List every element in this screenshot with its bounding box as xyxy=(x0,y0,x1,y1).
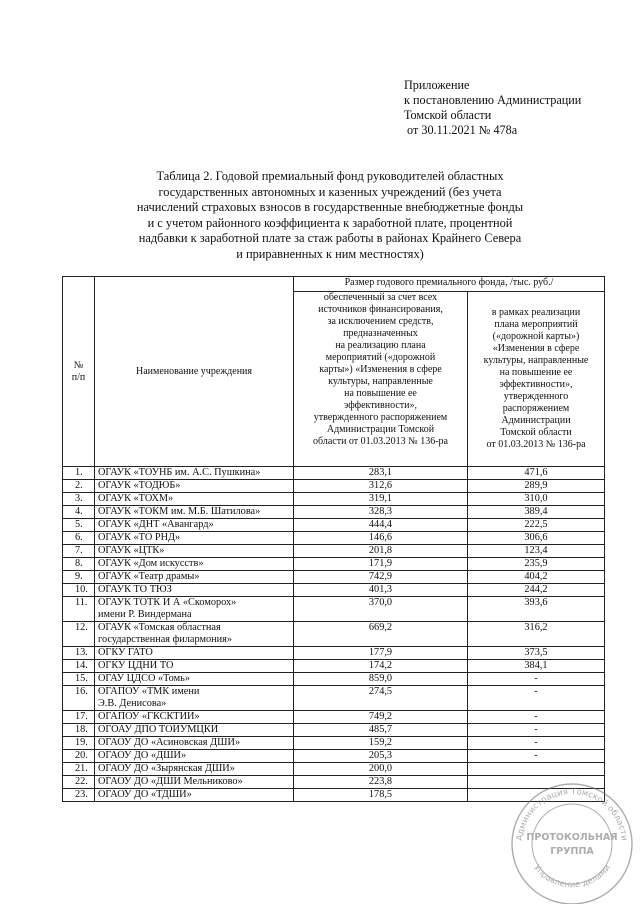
title-line: и приравненных к ним местностях) xyxy=(236,246,424,261)
value-all-sources: 178,5 xyxy=(294,789,468,802)
institution-name: ОГАУК «ТОДЮБ» xyxy=(95,480,294,493)
institution-name: ОГАУК «ТОКМ им. М.Б. Шатилова» xyxy=(95,506,294,519)
value-roadmap: 235,9 xyxy=(468,558,605,571)
table-row xyxy=(63,467,605,480)
row-number: 11. xyxy=(63,597,95,622)
institution-name: ОГАУК «ТО РНД» xyxy=(95,532,294,545)
value-all-sources: 146,6 xyxy=(294,532,468,545)
value-roadmap: 373,5 xyxy=(468,647,605,660)
table-row xyxy=(63,519,605,532)
table-row xyxy=(63,545,605,558)
table-row xyxy=(63,750,605,763)
row-number: 18. xyxy=(63,724,95,737)
stamp-ring-bottom-text: Управление делами xyxy=(531,863,613,891)
value-all-sources: 485,7 xyxy=(294,724,468,737)
value-roadmap: - xyxy=(468,724,605,737)
row-number: 22. xyxy=(63,776,95,789)
institution-name: ОГОАУ ДПО ТОИУМЦКИ xyxy=(95,724,294,737)
row-number: 2. xyxy=(63,480,95,493)
stamp-center-line2: ГРУППА xyxy=(550,846,594,857)
institution-name: ОГКУ ЦДНИ ТО xyxy=(95,660,294,673)
value-roadmap: 384,1 xyxy=(468,660,605,673)
stamp-ring-top-text: Администрация Томской области xyxy=(515,786,629,842)
table-row xyxy=(63,660,605,673)
appendix-line: к постановлению Администрации xyxy=(404,93,582,107)
institution-name: ОГАПОУ «ГКСКТИИ» xyxy=(95,711,294,724)
value-roadmap: 310,0 xyxy=(468,493,605,506)
appendix-block xyxy=(404,78,581,138)
institution-name: ОГАУК ТОТК И А «Скоморох» имени Р. Виндермана xyxy=(95,597,294,622)
value-roadmap xyxy=(468,763,605,776)
value-roadmap: - xyxy=(468,673,605,686)
row-number: 12. xyxy=(63,622,95,647)
institution-name: ОГАУК «ДНТ «Авангард» xyxy=(95,519,294,532)
institution-name: ОГАОУ ДО «Зырянская ДШИ» xyxy=(95,763,294,776)
row-number: 6. xyxy=(63,532,95,545)
table-row xyxy=(63,763,605,776)
row-number: 4. xyxy=(63,506,95,519)
row-number: 20. xyxy=(63,750,95,763)
row-number: 9. xyxy=(63,571,95,584)
appendix-line: от 30.11.2021 № 478а xyxy=(404,123,518,137)
title-line: надбавки к заработной плате за стаж работы в районах Крайнего Севера xyxy=(138,231,522,246)
table-row xyxy=(63,673,605,686)
row-number: 5. xyxy=(63,519,95,532)
title-line: Таблица 2. Годовой премиальный фонд руководителей областных xyxy=(156,169,504,183)
header-fund-size: Размер годового премиального фонда, /тыс. руб./ xyxy=(294,277,605,292)
value-all-sources: 319,1 xyxy=(294,493,468,506)
row-number: 16. xyxy=(63,686,95,711)
header-institution-name: Наименование учреждения xyxy=(95,277,294,467)
row-number: 1. xyxy=(63,467,95,480)
value-roadmap: 244,2 xyxy=(468,584,605,597)
value-all-sources: 171,9 xyxy=(294,558,468,571)
value-roadmap: - xyxy=(468,750,605,763)
value-roadmap: 389,4 xyxy=(468,506,605,519)
appendix-line: Приложение xyxy=(404,78,470,92)
value-all-sources: 401,3 xyxy=(294,584,468,597)
institution-name: ОГАПОУ «ТМК имени Э.В. Денисова» xyxy=(95,686,294,711)
value-all-sources: 159,2 xyxy=(294,737,468,750)
value-all-sources: 174,2 xyxy=(294,660,468,673)
value-roadmap: 404,2 xyxy=(468,571,605,584)
institution-name: ОГКУ ГАТО xyxy=(95,647,294,660)
table-row xyxy=(63,506,605,519)
value-roadmap: 123,4 xyxy=(468,545,605,558)
stamp-seal xyxy=(508,780,636,904)
table-row xyxy=(63,571,605,584)
institution-name: ОГАОУ ДО «Асиновская ДШИ» xyxy=(95,737,294,750)
institution-name: ОГАУК «ТОУНБ им. А.С. Пушкина» xyxy=(95,467,294,480)
table-row xyxy=(63,493,605,506)
table-row xyxy=(63,647,605,660)
value-all-sources: 283,1 xyxy=(294,467,468,480)
value-all-sources: 328,3 xyxy=(294,506,468,519)
appendix-line: Томской области xyxy=(404,108,492,122)
row-number: 7. xyxy=(63,545,95,558)
row-number: 13. xyxy=(63,647,95,660)
value-roadmap: - xyxy=(468,686,605,711)
header-roadmap: в рамках реализации плана мероприятий («дорожной карты») «Изменения в сфере культуры, направленные на повышение ее эффективности», утвержденного распоряжением Администрации Томской области от 01.03.2013 № 136-ра xyxy=(468,292,605,467)
value-roadmap: 471,6 xyxy=(468,467,605,480)
institution-name: ОГАОУ ДО «ТДШИ» xyxy=(95,789,294,802)
value-all-sources: 223,8 xyxy=(294,776,468,789)
institution-name: ОГАОУ ДО «ДШИ Мельниково» xyxy=(95,776,294,789)
stamp-center-line1: ПРОТОКОЛЬНАЯ xyxy=(526,832,618,843)
table-row xyxy=(63,532,605,545)
value-roadmap: - xyxy=(468,711,605,724)
value-roadmap: 306,6 xyxy=(468,532,605,545)
table-row xyxy=(63,686,605,711)
value-roadmap: 289,9 xyxy=(468,480,605,493)
header-number: № п/п xyxy=(63,277,95,467)
value-all-sources: 274,5 xyxy=(294,686,468,711)
header-all-sources: обеспеченный за счет всех источников финансирования, за исключением средств, предназначенных на реализацию плана мероприятий («дорожной карты») «Изменения в сфере культуры, направленные на повышение ее эффективности», утвержденного распоряжением Администрации Томской области от 01.03.2013 № 136-ра xyxy=(294,292,468,467)
table-title xyxy=(100,169,560,263)
row-number: 8. xyxy=(63,558,95,571)
value-roadmap: 393,6 xyxy=(468,597,605,622)
value-all-sources: 200,0 xyxy=(294,763,468,776)
title-line: и с учетом районного коэффициента к заработной плате, процентной xyxy=(147,215,513,230)
institution-name: ОГАУ ЦДСО «Томь» xyxy=(95,673,294,686)
row-number: 3. xyxy=(63,493,95,506)
row-number: 17. xyxy=(63,711,95,724)
institution-name: ОГАУК «ТОХМ» xyxy=(95,493,294,506)
table-body xyxy=(63,467,605,802)
value-all-sources: 444,4 xyxy=(294,519,468,532)
value-all-sources: 312,6 xyxy=(294,480,468,493)
institution-name: ОГАУК «Томская областная государственная филармония» xyxy=(95,622,294,647)
table-row xyxy=(63,558,605,571)
row-number: 10. xyxy=(63,584,95,597)
table-row xyxy=(63,597,605,622)
value-all-sources: 749,2 xyxy=(294,711,468,724)
institution-name: ОГАУК «Дом искусств» xyxy=(95,558,294,571)
value-all-sources: 370,0 xyxy=(294,597,468,622)
value-all-sources: 205,3 xyxy=(294,750,468,763)
table-row xyxy=(63,737,605,750)
value-roadmap: 222,5 xyxy=(468,519,605,532)
institution-name: ОГАОУ ДО «ДШИ» xyxy=(95,750,294,763)
row-number: 23. xyxy=(63,789,95,802)
row-number: 14. xyxy=(63,660,95,673)
table-row xyxy=(63,480,605,493)
table-row xyxy=(63,711,605,724)
row-number: 21. xyxy=(63,763,95,776)
title-line: государственных автономных и казенных учреждений (без учета xyxy=(158,184,502,199)
table-row xyxy=(63,584,605,597)
premium-fund-table xyxy=(62,276,605,802)
value-all-sources: 201,8 xyxy=(294,545,468,558)
institution-name: ОГАУК ТО ТЮЗ xyxy=(95,584,294,597)
row-number: 19. xyxy=(63,737,95,750)
value-all-sources: 669,2 xyxy=(294,622,468,647)
table-row xyxy=(63,724,605,737)
value-all-sources: 859,0 xyxy=(294,673,468,686)
institution-name: ОГАУК «ЦТК» xyxy=(95,545,294,558)
value-roadmap: 316,2 xyxy=(468,622,605,647)
table-row xyxy=(63,622,605,647)
value-all-sources: 177,9 xyxy=(294,647,468,660)
title-line: начислений страховых взносов в государственные внебюджетные фонды xyxy=(136,200,524,215)
row-number: 15. xyxy=(63,673,95,686)
value-all-sources: 742,9 xyxy=(294,571,468,584)
institution-name: ОГАУК «Театр драмы» xyxy=(95,571,294,584)
value-roadmap: - xyxy=(468,737,605,750)
